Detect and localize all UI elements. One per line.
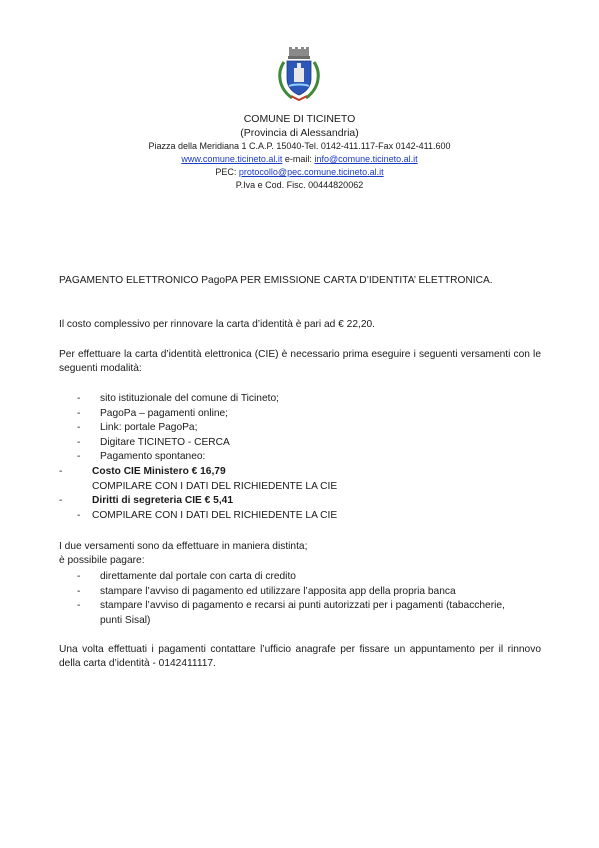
email-label: e-mail: [284,154,312,164]
payment-label: Costo CIE Ministero € 16,79 [92,465,226,477]
list-item [59,480,541,495]
bullet-dash: - [77,436,81,448]
separate-line: I due versamenti sono da effettuare in maniera distinta; [59,541,308,552]
bullet-dash: - [59,465,63,477]
list-item [59,570,541,585]
bullet-dash: - [77,451,81,463]
pec-link[interactable]: protocollo@pec.comune.ticineto.al.it [238,167,384,177]
document-title: PAGAMENTO ELETTRONICO PagoPA PER EMISSIONE CARTA D’IDENTITA’ ELETTRONICA. [59,275,493,286]
bullet-dash: - [77,393,81,404]
separate-payments-paragraph [59,540,541,567]
list-item [59,421,541,436]
cost-paragraph: Il costo complessivo per rinnovare la carta d’identità è pari ad € 22,20. [59,319,375,330]
vat-line: P.Iva e Cod. Fisc. 00444820062 [235,180,364,190]
address-line: Piazza della Meridiana 1 C.A.P. 15040-Tel. 0142-411.117-Fax 0142-411.600 [148,141,451,151]
list-item [59,509,541,524]
payment-note: COMPILARE CON I DATI DEL RICHIEDENTE LA CIE [92,509,338,521]
letterhead [0,112,599,192]
method-text: stampare l’avviso di pagamento e recarsi ai punti autorizzati per i pagamenti (tabaccherie, [100,600,505,612]
list-item [59,585,541,600]
method-text-continued: punti Sisal) [100,614,151,626]
municipality-name: COMUNE DI TICINETO [243,113,356,125]
bullet-dash: - [59,495,63,507]
step-text: sito istituzionale del comune di Ticineto; [100,393,279,404]
bullet-dash: - [77,600,81,612]
province-name: (Provincia di Alessandria) [240,127,359,139]
bullet-dash: - [77,571,81,582]
email-link[interactable]: info@comune.ticineto.al.it [314,154,418,164]
list-item [59,614,541,629]
steps-list [59,392,541,523]
pec-line [0,166,599,179]
bullet-dash: - [77,509,81,521]
pec-label: PEC: [215,167,237,177]
list-item [59,392,541,407]
bullet-dash: - [77,585,81,597]
list-item [59,465,541,480]
contact-line [0,153,599,166]
list-item [59,494,541,509]
final-paragraph: Una volta effettuati i pagamenti contattare l’ufficio anagrafe per fissare un appuntamento per il rinnovo della carta d’identità - 0142411117. [59,644,541,669]
website-link[interactable]: www.comune.ticineto.al.it [181,154,283,164]
list-item [59,407,541,422]
possible-line: è possibile pagare: [59,554,145,566]
municipal-crest-icon [274,46,324,102]
step-text: Link: portale PagoPa; [100,422,198,434]
step-text: PagoPa – pagamenti online; [100,407,229,419]
method-text: stampare l’avviso di pagamento ed utilizzare l’apposita app della propria banca [100,585,456,597]
intro-paragraph: Per effettuare la carta d’identità elettronica (CIE) è necessario prima eseguire i seguenti versamenti con le seguenti modalità: [59,349,541,374]
list-item [59,599,541,614]
bullet-dash: - [77,407,81,419]
payment-methods-list [59,570,541,628]
step-text: Digitare TICINETO - CERCA [100,436,230,448]
bullet-dash: - [77,422,81,434]
method-text: direttamente dal portale con carta di credito [100,571,296,582]
step-text: Pagamento spontaneo: [100,451,206,463]
payment-note: COMPILARE CON I DATI DEL RICHIEDENTE LA CIE [92,480,338,492]
list-item [59,450,541,465]
payment-label: Diritti di segreteria CIE € 5,41 [92,495,233,507]
list-item [59,436,541,451]
